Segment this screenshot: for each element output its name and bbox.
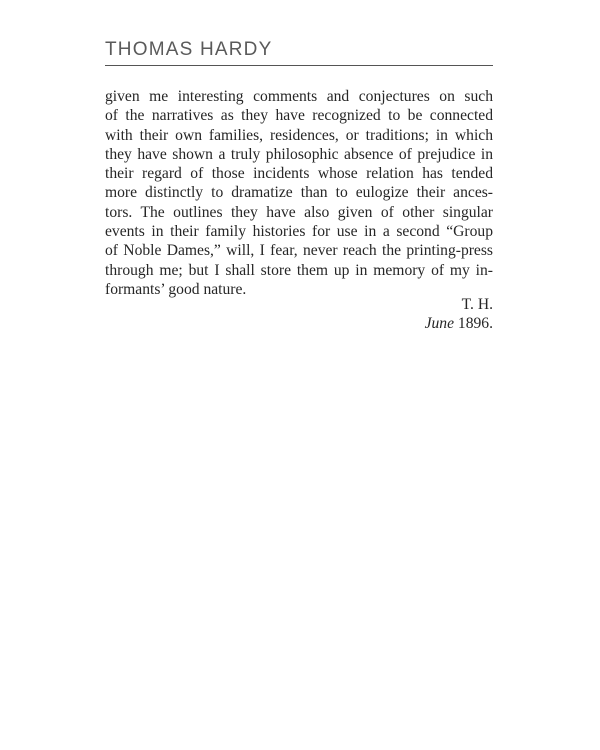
signature-year: 1896. xyxy=(457,315,493,333)
paragraph-line: of Noble Dames,” will, I fear, never reach the printing-press xyxy=(105,242,493,260)
paragraph-line: tors. The outlines they have also given of other singular xyxy=(105,203,493,221)
paragraph-line: through me; but I shall store them up in memory of my in- xyxy=(105,261,493,279)
paragraph-line: formants’ good nature. xyxy=(105,280,247,298)
paragraph-line: of the narratives as they have recognized to be connected xyxy=(105,107,493,125)
paragraph-line: events in their family histories for use in a second “Group xyxy=(105,223,493,241)
paragraph-line: given me interesting comments and conjectures on such xyxy=(105,88,493,105)
paragraph-line: with their own families, residences, or traditions; in which xyxy=(105,126,493,144)
paragraph-line: more distinctly to dramatize than to eulogize their ances- xyxy=(105,184,493,202)
signature-block xyxy=(105,295,493,334)
paragraph-line: their regard of those incidents whose relation has tended xyxy=(105,165,493,183)
paragraph-line: they have shown a truly philosophic absence of prejudice in xyxy=(105,145,493,163)
signature-month: June xyxy=(424,315,454,333)
running-head: THOMAS HARDY xyxy=(105,38,493,66)
signature-initials: T. H. xyxy=(461,296,493,313)
preface-paragraph xyxy=(105,87,493,299)
signature-date xyxy=(105,314,493,333)
